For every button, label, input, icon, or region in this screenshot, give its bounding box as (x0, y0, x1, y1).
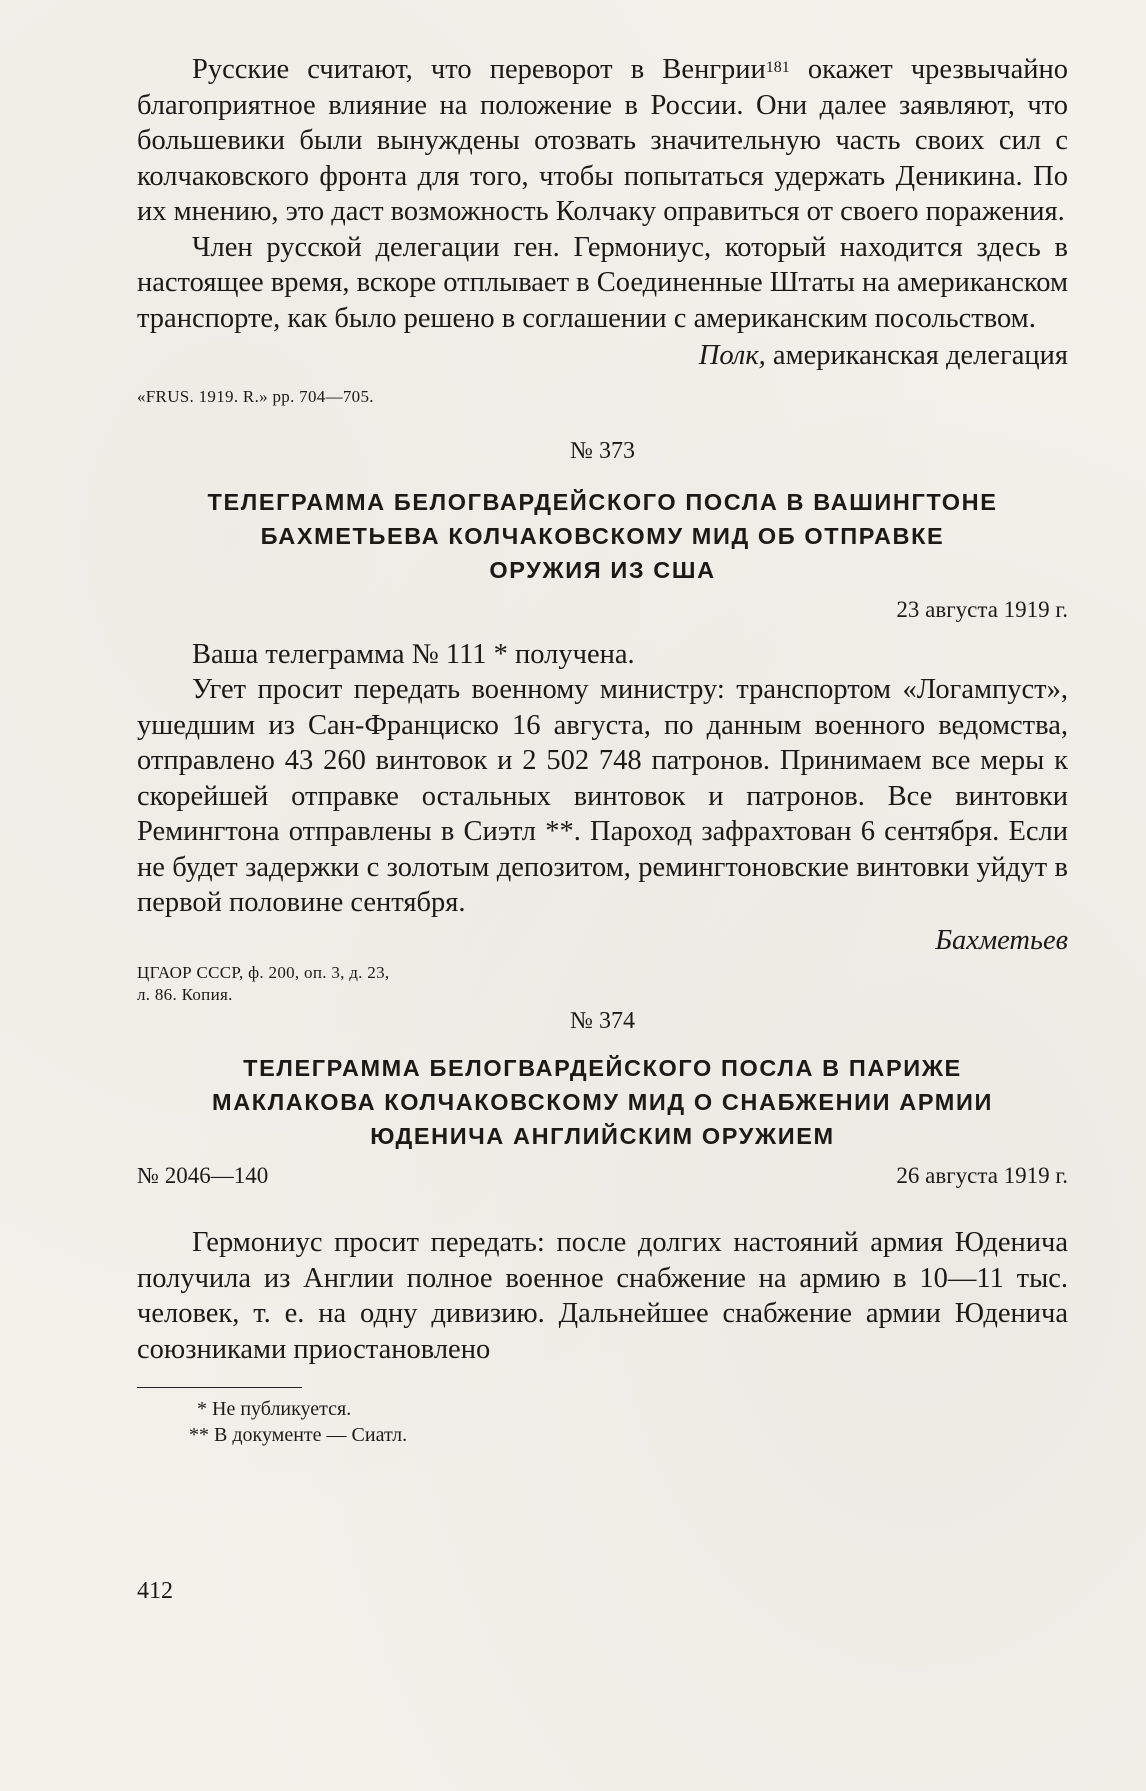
title-line: ОРУЖИЯ ИЗ США (489, 556, 716, 583)
footnote: ** В документе — Сиатл. (189, 1424, 408, 1446)
dateline-374 (137, 1163, 1068, 1189)
signature-bakhmetev (137, 923, 1068, 959)
paragraph-weapons-shipment: Угет просит передать военному министру: транспортом «Логампуст», ушедшим из Сан-Франциско 16 августа, по данным военного ведомства, отправлено 43 260 винтовок и 2 502 748 патронов. Принимаем все меры к скорейшей отправке остальных винтовок и патронов. Все винтовки Ремингтона отправлены в Сиэтл **. Пароход зафрахтован 6 сентября. Если не будет задержки с золотым депозитом, ремингтоновские винтовки уйдут в первой половине сентября. (137, 674, 1068, 918)
title-line: МАКЛАКОВА КОЛЧАКОВСКОМУ МИД О СНАБЖЕНИИ АРМИИ (212, 1089, 993, 1115)
doc-title-374 (137, 1051, 1068, 1153)
footnote: * Не публикуется. (197, 1398, 352, 1420)
title-line: ЮДЕНИЧА АНГЛИЙСКИМ ОРУЖИЕМ (370, 1123, 835, 1149)
registration-number: № 2046—140 (137, 1163, 269, 1188)
endnote-ref[interactable]: 181 (765, 59, 790, 76)
doc-date: 23 августа 1919 г. (896, 596, 1068, 622)
paragraph-revolution-hungary (137, 52, 1068, 230)
paragraph-yudenich-supply: Гермониус просит передать: после долгих настояний армия Юденича получила из Англии полное военное снабжение на армию в 10—11 тыс. человек, т. е. на одну дивизию. Дальнейшее снабжение армии Юденича союзниками приостановлено (137, 1227, 1068, 1365)
title-line: ТЕЛЕГРАММА БЕЛОГВАРДЕЙСКОГО ПОСЛА В ВАШИНГТОНЕ (207, 488, 998, 515)
text-column (137, 52, 1068, 1448)
signature-name: Полк, (698, 340, 766, 371)
paragraph-hermonius: Член русской делегации ген. Гермониус, который находится здесь в настоящее время, вскоре отплывает в Соединенные Штаты на американском транспорте, как было решено в соглашении с американским посольством. (137, 231, 1068, 334)
footnote-divider (137, 1387, 302, 1388)
doc-title-373 (137, 485, 1068, 587)
paragraph-telegram-received: Ваша телеграмма № 111 * получена. (192, 638, 635, 670)
doc-number-373: № 373 (570, 437, 635, 464)
source-citation: «FRUS. 1919. R.» pp. 704—705. (137, 386, 374, 406)
paragraph-text: окажет чрезвычайно благоприятное влияние на положение в России. Они далее заявляют, что большевики были вынуждены отозвать значительную часть своих сил с колчаковского фронта для того, чтобы попытаться удержать Деникина. По их мнению, это даст возможность Колчаку оправиться от своего поражения. (137, 54, 1068, 227)
signature-polk (137, 338, 1068, 374)
title-line: БАХМЕТЬЕВА КОЛЧАКОВСКОМУ МИД ОБ ОТПРАВКЕ (260, 522, 945, 549)
paragraph-text: Русские считают, что переворот в Венгрии (192, 54, 766, 85)
page-number: 412 (137, 1578, 173, 1604)
citation-line: л. 86. Копия. (137, 985, 233, 1004)
doc-date: 26 августа 1919 г. (896, 1163, 1068, 1188)
signature-name: Бахметьев (935, 924, 1068, 956)
doc-number-374: № 374 (570, 1008, 635, 1034)
title-line: ТЕЛЕГРАММА БЕЛОГВАРДЕЙСКОГО ПОСЛА В ПАРИЖЕ (243, 1055, 962, 1081)
citation-line: ЦГАОР СССР, ф. 200, оп. 3, д. 23, (137, 963, 390, 982)
archive-citation (137, 962, 1068, 1006)
dateline-373 (137, 597, 1068, 623)
signature-org: американская делегация (765, 340, 1068, 371)
